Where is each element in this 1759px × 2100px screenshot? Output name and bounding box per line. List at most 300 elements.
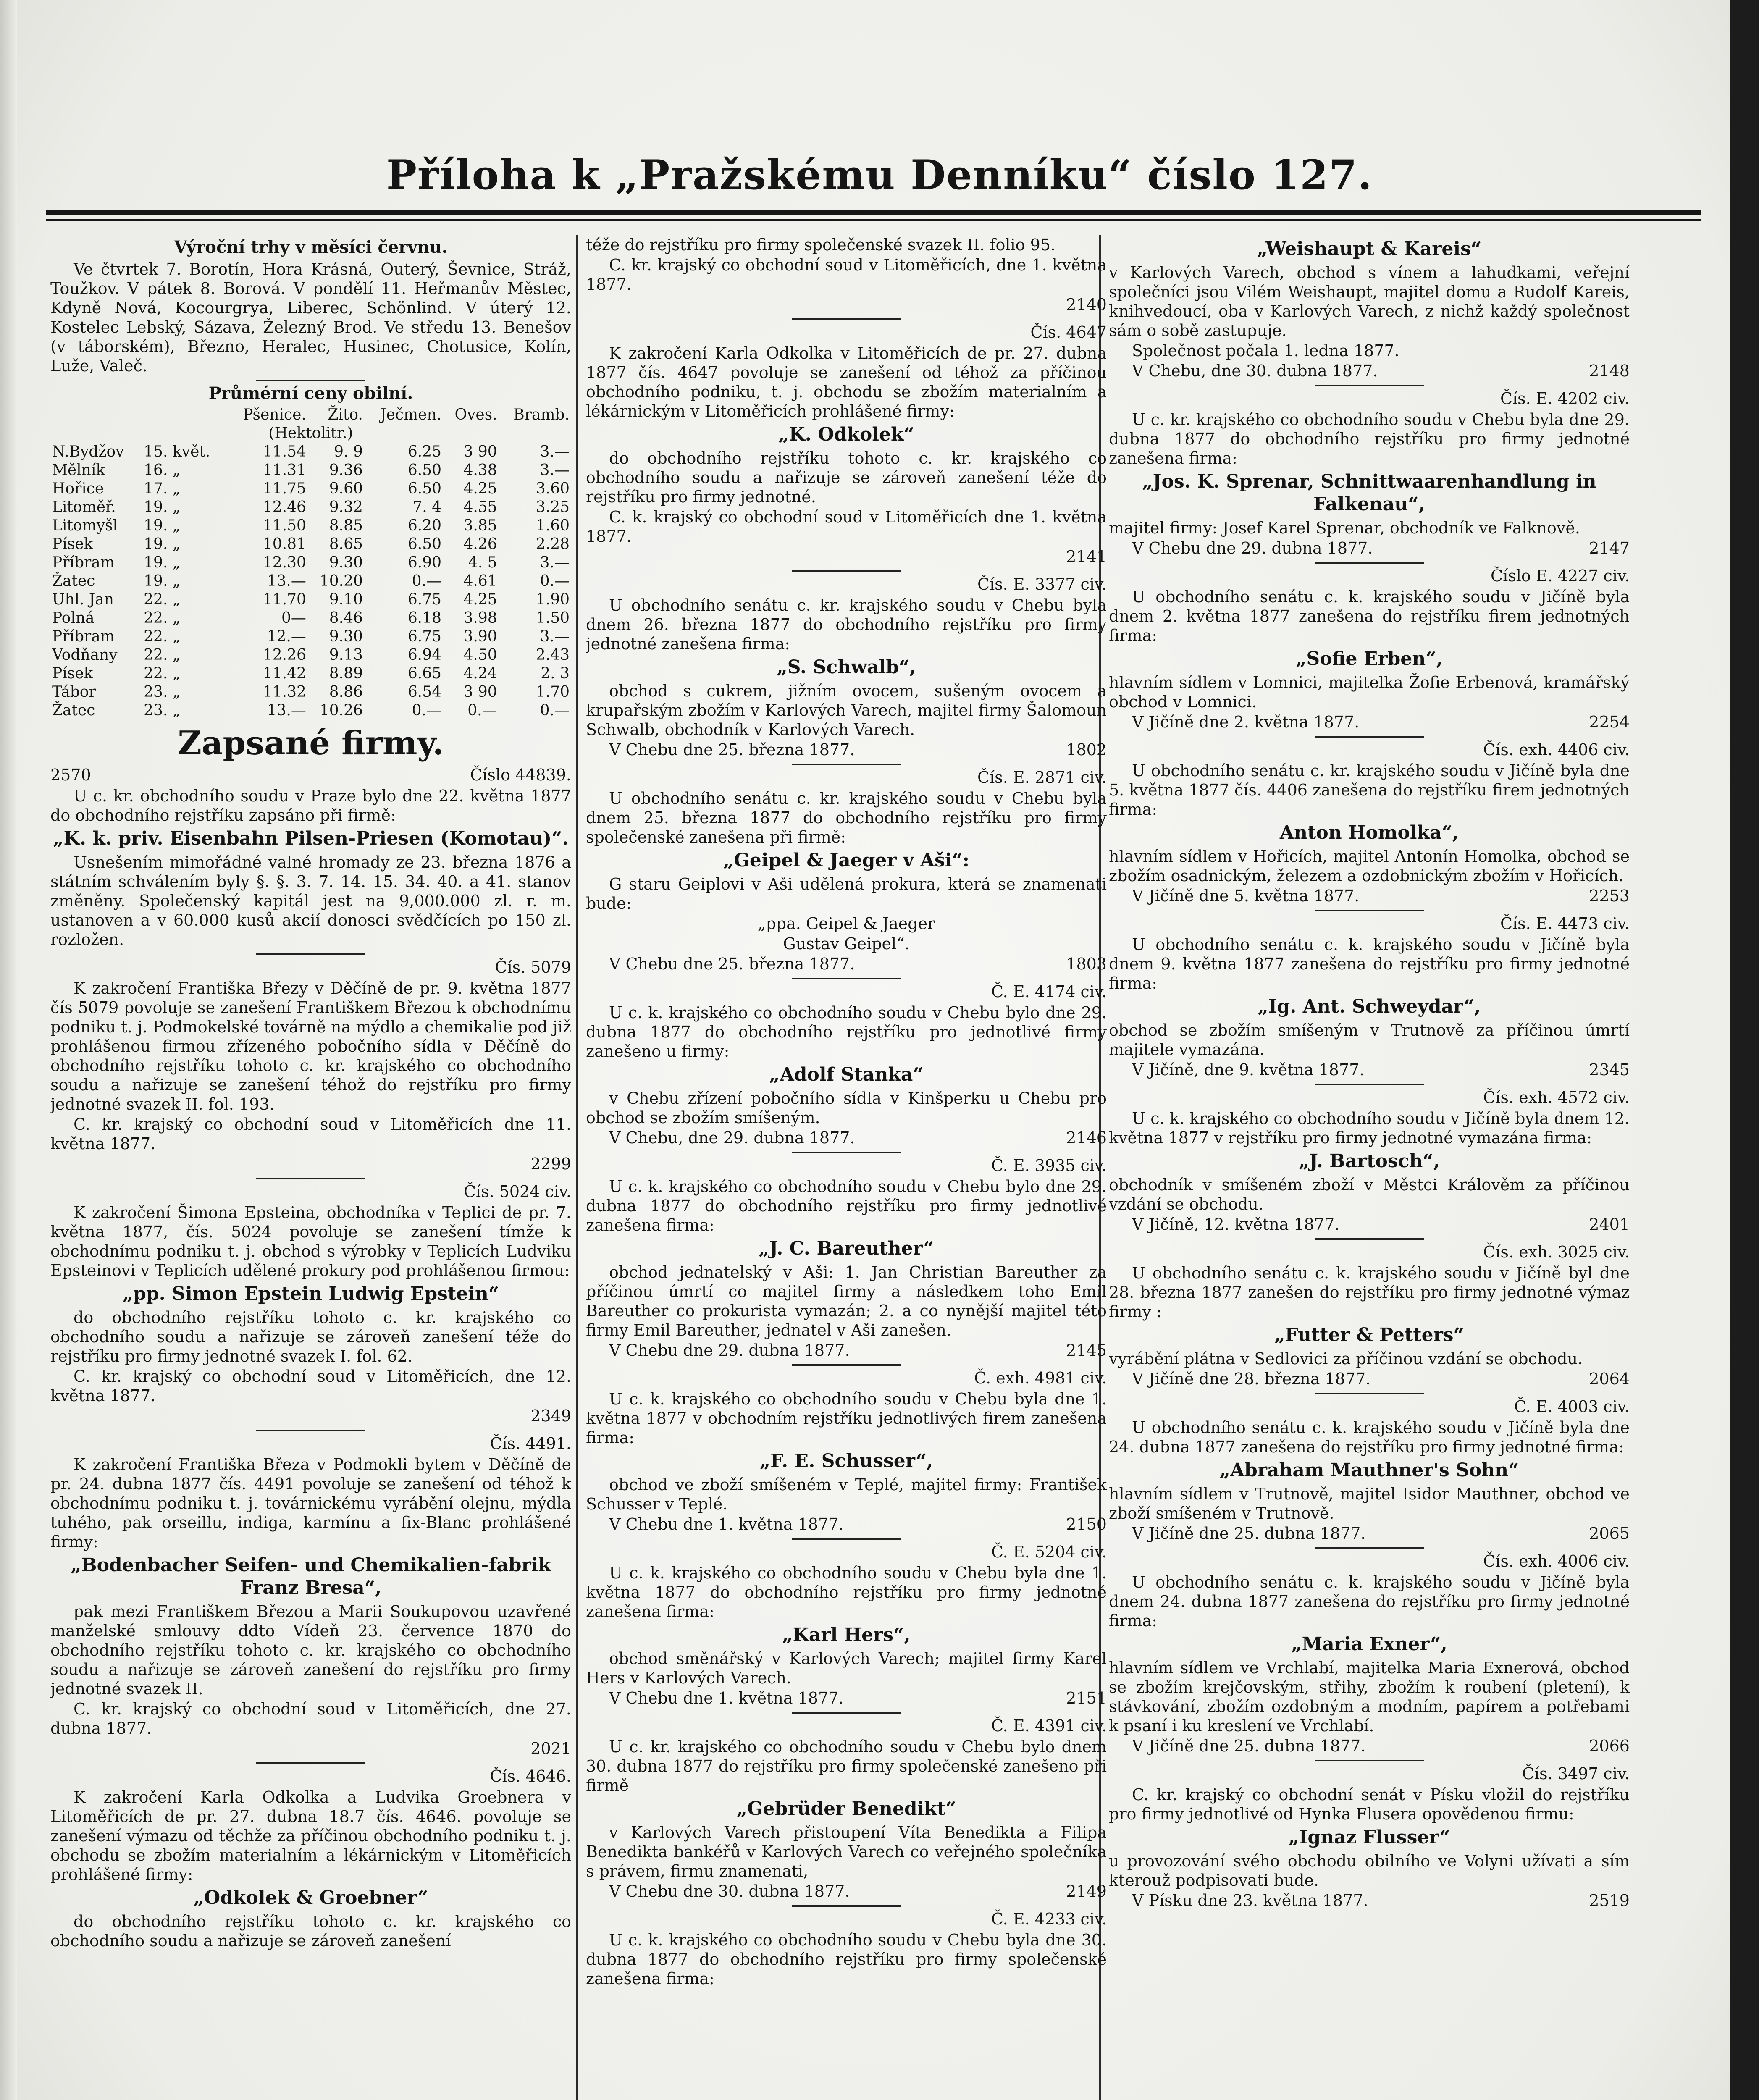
entry-ref-number: 2299: [530, 1155, 571, 1173]
entry-text: v Karlových Varech, obchod s vínem a lahudkami, veřejní společníci jsou Vilém Weishaupt, majitel domu a Rudolf Kareis, knihvedoucí, oba v Karlových Varech, z nichž každý společnost sám o sobě zastupuje.: [1109, 263, 1630, 340]
table-cell: 0.—: [412, 572, 442, 590]
firm-name: „K. k. priv. Eisenbahn Pilsen-Priesen (Komotau)“.: [53, 828, 569, 849]
entry-number: Čís. E. 4473 civ.: [1500, 914, 1630, 933]
entry-ref-number: 2519: [1589, 1891, 1630, 1910]
table-cell: 15. květ.: [144, 443, 210, 460]
entry-ref-number: 2021: [530, 1739, 571, 1758]
separator: [792, 1712, 901, 1714]
entry-text: U obchodního senátu c. k. krajského soudu v Jičíně byla dnem 2. května 1877 zanešena do rejstříku firem jednotných firma:: [1109, 588, 1630, 645]
entry-text: obchodník v smíšeném zboží v Městci Králověm za příčinou vzdání se obchodu.: [1109, 1176, 1630, 1213]
entry-signature-row: [1109, 538, 1630, 558]
table-header-cell: Oves.: [454, 406, 497, 423]
table-cell: 11.75: [263, 480, 306, 497]
entry-signature: V Chebu dne 1. května 1877.: [609, 1515, 844, 1533]
entry-number: Číslo E. 4227 civ.: [1491, 567, 1630, 585]
table-cell: 0—: [281, 609, 306, 627]
entry-signature-row: [1109, 886, 1630, 906]
table-row: [50, 554, 571, 572]
table-cell: 23. „: [144, 702, 181, 719]
table-cell: 9.60: [329, 480, 363, 497]
entry-text: U obchodního senátu c. kr. krajského soudu v Chebu byla dnem 25. března 1877 do obchodního rejstříku pro firmy společenské zanešena při firmě:: [586, 789, 1107, 846]
separator: [256, 1762, 365, 1764]
entry-signature-row: [1109, 1215, 1630, 1234]
entry-text: vyrábění plátna v Sedlovici za příčinou vzdání se obchodu.: [1109, 1349, 1583, 1368]
entry-signature: V Chebu dne 29. dubna 1877.: [1132, 539, 1373, 557]
grain-prices-header-row: [50, 406, 571, 424]
entry-text: pak mezi Františkem Březou a Marii Soukupovou uzavřené manželské smlouvy ddto Vídeň 23. července 1870 do obchodního rejstříku tohoto c. kr. krajského co obchodního soudu a nařizuje se zároveň zanešení do rejstříku pro firmy jednotné svazek II.: [50, 1602, 571, 1698]
table-cell: 3.85: [463, 517, 497, 534]
entry-text: U obchodního senátu c. k. krajského soudu v Jičíně byla dnem 24. dubna 1877 zanešena do rejstříku pro firmy jednotné firma:: [1109, 1573, 1630, 1630]
table-cell: 0.—: [412, 702, 442, 719]
firm-name: „Karl Hers“,: [782, 1624, 911, 1646]
table-cell: 19. „: [144, 536, 181, 553]
masthead-title: Příloha k „Pražskému Denníku“ číslo 127.: [386, 151, 1373, 199]
entry-text: U c. k. krajského co obchodního soudu v Jičíně byla dnem 12. května 1877 v rejstříku pro firmy jednotné vymazána firma:: [1109, 1109, 1630, 1147]
firm-name: „J. C. Bareuther“: [759, 1238, 934, 1259]
entry-signature-row: [1109, 361, 1630, 381]
table-cell: 3.60: [536, 480, 570, 497]
entry-text: K zakročení Karla Odkolka v Litoměřicích de pr. 27. dubna 1877 čís. 4647 povoluje se zanešení od téhož za příčinou obchodního podniku, t. j. obchodu se zbožím materialním a lékárnickým v Litoměřicích prohlášené firmy:: [586, 344, 1107, 420]
firm-name: „Weishaupt & Kareis“: [1257, 238, 1482, 260]
table-header-cell: Ječmen.: [380, 406, 442, 423]
entry-text: u provozování svého obchodu obilního ve Volyni užívati a sím kterouž podpisovati bude.: [1109, 1852, 1630, 1890]
entry-ref-number: 2149: [1066, 1882, 1107, 1900]
entry-number: Č. E. 4233 civ.: [991, 1910, 1107, 1928]
table-cell: 12.—: [267, 628, 306, 645]
separator: [256, 380, 365, 381]
table-cell: 9.30: [329, 554, 363, 571]
table-cell: 1.70: [536, 683, 570, 701]
table-row: [50, 572, 571, 591]
prokura-signature: „ppa. Geipel & Jaeger: [757, 914, 935, 933]
table-cell: 1.50: [536, 609, 570, 627]
table-cell: 3.—: [540, 554, 570, 571]
grain-prices-body: [50, 443, 571, 720]
table-cell: 10.26: [319, 702, 363, 719]
entry-text: K zakročení Šimona Epsteina, obchodníka v Teplici de pr. 7. května 1877, čís. 5024 povoluje se zanešení tímže k obchodnímu podniku t. j. obchod s výrobky v Teplicích Ludviku Epsteinovi v Teplicích udělené prokury pod prohlášenou firmou:: [50, 1203, 571, 1280]
entry-signature-row: [1109, 712, 1630, 732]
table-row: [50, 683, 571, 701]
table-row: [50, 443, 571, 461]
entry-ref-number: 2253: [1589, 887, 1630, 905]
entry-text: obchod ve zboží smíšeném v Teplé, majitel firmy: František Schusser v Teplé.: [586, 1475, 1107, 1513]
table-cell: Hořice: [52, 480, 104, 497]
entry-signature: C. kr. krajský co obchodní soud v Litoměřicích, dne 1. května 1877.: [586, 256, 1107, 294]
entry-signature: V Písku dne 23. května 1877.: [1132, 1891, 1368, 1910]
entry-number: Č. E. 4003 civ.: [1514, 1397, 1630, 1416]
entry-text: majitel firmy: Josef Karel Sprenar, obchodník ve Falknově.: [1109, 519, 1580, 537]
entry-text: téže do rejstříku pro firmy společenské svazek II. folio 95.: [586, 236, 1056, 254]
firm-name: „pp. Simon Epstein Ludwig Epstein“: [122, 1283, 499, 1305]
table-cell: 4.55: [463, 499, 497, 516]
entry-number: Č. E. 4391 civ.: [991, 1717, 1107, 1735]
entry-text: Usnešením mimořádné valné hromady ze 23. března 1876 a státním schválením byly §. §. 3. 7. 14. 15. 34. 40. a 41. stanov změněny. Společenský kapitál jest na 9,000.000 zl. r. m. ustanoven a v 60.000 kusů akcií donosci svědčících po 150 zl. rozložen.: [50, 853, 571, 949]
entry-signature-row: [586, 1341, 1107, 1360]
table-cell: 4.25: [463, 591, 497, 608]
entry-text: U obchodního senátu c. kr. krajského soudu v Jičíně byla dne 5. května 1877 čís. 4406 zanešena do rejstříku firem jednotných firma:: [1109, 761, 1630, 819]
entry-signature: V Jičíně dne 5. května 1877.: [1132, 887, 1360, 905]
entry-text: U obchodního senátu c. k. krajského soudu v Jičíně byla dne 24. dubna 1877 zanešena do rejstříku pro firmy jednotné firma:: [1109, 1418, 1630, 1456]
entry-ref-number: 2146: [1066, 1129, 1107, 1147]
entry-ref-number: 2150: [1066, 1515, 1107, 1533]
masthead-rule-thin: [46, 219, 1701, 221]
table-cell: Uhl. Jan: [52, 591, 114, 608]
table-cell: 4.24: [463, 665, 497, 682]
entry-ref-number: 2145: [1066, 1341, 1107, 1360]
table-row: [50, 609, 571, 627]
table-cell: 11.70: [263, 591, 306, 608]
table-cell: 8.89: [329, 665, 363, 682]
table-cell: 6.50: [407, 462, 442, 479]
table-cell: 4.25: [463, 480, 497, 497]
entry-ref-number: 2065: [1589, 1524, 1630, 1543]
separator: [1315, 1084, 1424, 1085]
entry-signature: V Chebu, dne 29. dubna 1877.: [609, 1129, 855, 1147]
separator: [1315, 1393, 1424, 1394]
separator: [792, 1364, 901, 1366]
entry-text: U obchodního senátu c. kr. krajského soudu v Chebu byla dnem 26. března 1877 do obchodního rejstříku pro firmy jednotné zanešena firma:: [586, 596, 1107, 653]
table-cell: 3.98: [463, 609, 497, 627]
entry-marker: 2570: [50, 766, 91, 784]
table-cell: Polná: [52, 609, 95, 627]
table-cell: 6.50: [407, 536, 442, 553]
table-cell: Tábor: [52, 683, 96, 701]
entry-signature-row: [586, 1688, 1107, 1708]
entry-signature: C. k. krajský co obchodní soud v Litoměřicích dne 1. května 1877.: [586, 508, 1107, 546]
table-row: [50, 480, 571, 498]
table-cell: 0.—: [540, 702, 570, 719]
column-divider: [576, 235, 578, 2100]
separator: [792, 570, 901, 572]
table-cell: 6.94: [407, 646, 442, 664]
separator: [1315, 910, 1424, 911]
firm-name: „Adolf Stanka“: [769, 1064, 924, 1085]
entry-text: U obchodního senátu c. k. krajského soudu v Jičíně byl dne 28. března 1877 zanešen do rejstříku pro firmy jednotné výmaz firmy :: [1109, 1264, 1630, 1321]
entry-signature: V Jičíně dne 28. března 1877.: [1132, 1370, 1371, 1388]
scan-left-edge: [0, 0, 17, 2100]
table-cell: 3.25: [536, 499, 570, 516]
table-cell: 8.85: [329, 517, 363, 534]
table-cell: Žatec: [52, 572, 95, 590]
separator: [256, 953, 365, 955]
entry-text: U c. k. krajského co obchodního soudu v Chebu bylo dne 29. dubna 1877 do obchodního rejstříku pro jednotlivé firmy zanešeno u firmy:: [586, 1003, 1107, 1060]
table-row: [50, 591, 571, 609]
table-cell: 4.61: [463, 572, 497, 590]
table-cell: 10.20: [319, 572, 363, 590]
entry-number: Čís. 4647: [1030, 323, 1107, 341]
table-cell: 4.38: [463, 462, 497, 479]
table-cell: 22. „: [144, 646, 181, 664]
firm-name: „Abraham Mauthner's Sohn“: [1219, 1460, 1519, 1481]
entry-number: Čís. exh. 4006 civ.: [1483, 1552, 1630, 1570]
table-cell: 22. „: [144, 591, 181, 608]
entry-signature: C. kr. krajský co obchodní soud v Litoměřicích, dne 12. května 1877.: [50, 1367, 571, 1405]
table-cell: 3 90: [463, 443, 497, 460]
entry-signature-row: [586, 740, 1107, 759]
entry-text: obchod směnářský v Karlových Varech; majitel firmy Karel Hers v Karlových Varech.: [586, 1649, 1107, 1687]
firm-name: „Futter & Petters“: [1274, 1324, 1464, 1346]
entry-signature-row: [586, 954, 1107, 974]
firm-name: „Jos. K. Sprenar, Schnittwaarenhandlung in Falkenau“,: [1142, 471, 1596, 515]
table-cell: 11.31: [263, 462, 306, 479]
firm-name: „Geipel & Jaeger v Aši“:: [723, 850, 970, 871]
table-cell: 3.90: [463, 628, 497, 645]
table-cell: Litomyšl: [52, 517, 118, 534]
entry-text: hlavním sídlem v Lomnici, majitelka Žofie Erbenová, kramářský obchod v Lomnici.: [1109, 673, 1630, 711]
entry-text: do obchodního rejstříku tohoto c. kr. krajského co obchodního soudu a nařizuje se zároveň zanešení: [50, 1912, 571, 1950]
entry-signature: V Chebu, dne 30. dubna 1877.: [1132, 362, 1378, 380]
firm-name: „F. E. Schusser“,: [759, 1450, 933, 1472]
entry-ref-number: 2141: [1066, 547, 1107, 566]
entry-signature: V Chebu dne 25. března 1877.: [609, 955, 855, 973]
entry-ref-number: 1802: [1066, 740, 1107, 759]
entry-number: Čís. E. 3377 civ.: [977, 575, 1107, 593]
table-cell: Písek: [52, 536, 93, 553]
masthead-rule: [46, 210, 1701, 215]
entry-text: obchod s cukrem, jižním ovocem, sušeným ovocem a krupařským zbožím v Karlových Varech, majitel firmy Šalomoun Schwalb, obchodník v Karlových Varech.: [586, 682, 1107, 739]
table-cell: 1.90: [536, 591, 570, 608]
prices-heading: Průmérní ceny obilní.: [208, 383, 413, 403]
table-row: [50, 498, 571, 517]
entry-text: K zakročení Františka Březa v Podmokli bytem v Děčíně de pr. 24. dubna 1877 čís. 4491 povoluje se zanešení od téhož k obchodnímu podniku t. j. továrnickému vyrábění olejnu, mýdla tuhého, pak orseillu, indiga, karmínu a fix-Blanc prohlášené firmy:: [50, 1455, 571, 1551]
entry-signature: C. kr. krajský co obchodní soud v Litoměřicích, dne 27. dubna 1877.: [50, 1700, 571, 1738]
table-header-cell: [50, 406, 142, 424]
entry-ref-number: 2148: [1589, 362, 1630, 380]
table-cell: 7. 4: [412, 499, 442, 516]
entry-text: U obchodního senátu c. k. krajského soudu v Jičíně byla dnem 9. května 1877 zanešena do rejstříku pro firmy jednotné firma:: [1109, 935, 1630, 992]
separator: [1315, 1547, 1424, 1549]
table-cell: 11.42: [263, 665, 306, 682]
table-cell: 9. 9: [334, 443, 363, 460]
separator: [256, 1178, 365, 1179]
entry-text: obchod se zbožím smíšeným v Trutnově za příčinou úmrtí majitele vymazána.: [1109, 1021, 1630, 1059]
entry-number-row: [50, 765, 571, 785]
firm-name: „Ig. Ant. Schweydar“,: [1258, 996, 1481, 1017]
separator: [1315, 736, 1424, 738]
entry-signature-row: [586, 1882, 1107, 1901]
table-row: [50, 461, 571, 480]
table-cell: Žatec: [52, 702, 95, 719]
separator: [792, 978, 901, 979]
entry-ref-number: 2345: [1589, 1060, 1630, 1079]
table-row: [50, 646, 571, 664]
table-cell: 6.25: [407, 443, 442, 460]
entry-number: Čís. 4491.: [490, 1434, 571, 1453]
entry-text: v Chebu zřízení pobočního sídla v Kinšperku u Chebu pro obchod se zbožím smíšeným.: [586, 1089, 1107, 1127]
table-header-cell: Žito.: [328, 406, 363, 423]
table-cell: 4.26: [463, 536, 497, 553]
entry-signature: C. kr. krajský co obchodní soud v Litoměřicích dne 11. května 1877.: [50, 1115, 571, 1153]
table-cell: 2.28: [536, 536, 570, 553]
table-cell: 6.75: [407, 591, 442, 608]
entry-signature: V Jičíně, dne 9. května 1877.: [1132, 1060, 1365, 1079]
entry-text: K zakročení Karla Odkolka a Ludvika Groebnera v Litoměřicích de pr. 27. dubna 18.7 čís. 4646. povoluje se zanešení výmazu od těchže za příčinou obchodního podniku t. j. obchodu se zbožím materialním a lékárnickým v Litoměřicích prohlášené firmy:: [50, 1788, 571, 1884]
table-cell: N.Bydžov: [52, 443, 124, 460]
table-cell: 8.86: [329, 683, 363, 701]
table-row: [50, 664, 571, 683]
entry-signature-row: [1109, 1060, 1630, 1079]
table-cell: 11.32: [263, 683, 306, 701]
table-cell: Mělník: [52, 462, 105, 479]
table-cell: 12.46: [263, 499, 306, 516]
entry-number: Čís. 5079: [495, 958, 571, 976]
fairs-text: Ve čtvrtek 7. Borotín, Hora Krásná, Outerý, Ševnice, Stráž, Toužkov. V pátek 8. Borová. V pondělí 11. Heřmanův Městec, Kdyně Nová, Kocourgrya, Liberec, Schönlind. V úterý 12. Kostelec Lebský, Sázava, Železný Brod. Ve středu 13. Benešov (v táborském), Březno, Heralec, Husinec, Chotusice, Kolín, Luže, Valeč.: [50, 260, 571, 375]
entry-ref-number: 2147: [1589, 539, 1630, 557]
table-cell: 0.—: [540, 572, 570, 590]
entry-number: Č. exh. 4981 civ.: [974, 1369, 1107, 1387]
table-cell: 17. „: [144, 480, 181, 497]
table-cell: Litoměř.: [52, 499, 116, 516]
entry-text: hlavním sídlem v Hořicích, majitel Antonín Homolka, obchod se zbožím osadnickým, železem a ozdobnickým zbožím v Hořicích.: [1109, 847, 1630, 885]
entry-ref-number: 2140: [1066, 295, 1107, 314]
separator: [1315, 562, 1424, 564]
table-row: [50, 535, 571, 554]
table-cell: 12.30: [263, 554, 306, 571]
table-cell: 11.50: [263, 517, 306, 534]
table-cell: 8.65: [329, 536, 363, 553]
entry-signature: V Jičíně dne 25. dubna 1877.: [1132, 1737, 1366, 1755]
section-heading-registered-firms: Zapsané firmy.: [178, 724, 444, 762]
entry-text: U c. kr. krajského co obchodního soudu v Chebu byla dne 29. dubna 1877 do obchodního rejstříku pro firmy jednotné zanešena firma:: [1109, 410, 1630, 467]
entry-number: Čís. E. 4202 civ.: [1500, 389, 1630, 408]
table-header-cell: Bramb.: [513, 406, 570, 423]
scan-right-edge: [1730, 0, 1759, 2100]
table-cell: 9.10: [329, 591, 363, 608]
firm-name: „S. Schwalb“,: [777, 656, 916, 678]
entry-signature-row: [1109, 1524, 1630, 1543]
table-cell: 22. „: [144, 628, 181, 645]
table-row: [50, 517, 571, 535]
entry-ref-number: 2066: [1589, 1737, 1630, 1755]
table-cell: 6.90: [407, 554, 442, 571]
table-cell: 0.—: [467, 702, 497, 719]
table-unit: (Hektolitr.): [268, 425, 353, 442]
entry-text: do obchodního rejstříku tohoto c. kr. krajského co obchodního soudu a nařizuje se zároveň zanešení téže do rejstříku pro firmy jednotné svazek I. fol. 62.: [50, 1308, 571, 1365]
table-cell: 6.65: [407, 665, 442, 682]
table-cell: 10.81: [263, 536, 306, 553]
entry-text: v Karlových Varech přistoupení Víta Benedikta a Filipa Benedikta bankéřů v Karlových Varech co veřejného společníka s právem, firmu znamenati,: [586, 1823, 1107, 1880]
table-cell: Vodňany: [52, 646, 118, 664]
entry-text: U c. k. krajského co obchodního soudu v Chebu bylo dne 29. dubna 1877 do obchodního rejstříku pro firmy jednotlivé zanešena firma:: [586, 1177, 1107, 1234]
entry-signature: V Jičíně dne 2. května 1877.: [1132, 713, 1360, 731]
firm-name: „Sofie Erben“,: [1296, 648, 1443, 669]
firm-name: „Gebrüder Benedikt“: [736, 1798, 956, 1819]
separator: [792, 1905, 901, 1907]
table-row: [50, 627, 571, 646]
table-cell: Příbram: [52, 628, 115, 645]
entry-text: do obchodního rejstříku tohoto c. kr. krajského co obchodního soudu a nařizuje se zároveň zanešení téže do rejstříku pro firmy jednotné.: [586, 449, 1107, 506]
table-cell: 3.—: [540, 462, 570, 479]
table-cell: 3.—: [540, 628, 570, 645]
firm-name: „J. Bartosch“,: [1298, 1150, 1440, 1172]
table-cell: 16. „: [144, 462, 181, 479]
entry-signature: V Chebu dne 1. května 1877.: [609, 1689, 844, 1707]
table-cell: 1.60: [536, 517, 570, 534]
firm-name: „Odkolek & Groebner“: [193, 1887, 428, 1908]
entry-signature: V Chebu dne 30. dubna 1877.: [609, 1882, 850, 1900]
separator: [1315, 1238, 1424, 1240]
entry-text: U c. kr. krajského co obchodního soudu v Chebu bylo dnem 30. dubna 1877 do rejstříku pro firmy společenské zanešeno při firmě: [586, 1738, 1107, 1795]
entry-text: C. kr. krajský co obchodní senát v Písku vložil do rejstříku pro firmy jednotlivé od Hynka Flusera opovědenou firmu:: [1109, 1785, 1630, 1823]
table-cell: Písek: [52, 665, 93, 682]
separator: [792, 1538, 901, 1540]
entry-number: Čís. 4646.: [490, 1767, 571, 1785]
table-cell: 9.13: [329, 646, 363, 664]
table-cell: 6.75: [407, 628, 442, 645]
table-cell: 9.30: [329, 628, 363, 645]
entry-signature: V Chebu dne 25. března 1877.: [609, 740, 855, 759]
table-cell: 6.20: [407, 517, 442, 534]
entry-number: Čís. E. 2871 civ.: [977, 768, 1107, 787]
entry-signature: V Chebu dne 29. dubna 1877.: [609, 1341, 850, 1360]
table-cell: 11.54: [263, 443, 306, 460]
column-3: [1109, 235, 1630, 2100]
separator: [256, 1430, 365, 1431]
table-cell: 9.32: [329, 499, 363, 516]
entry-number: Číslo 44839.: [470, 766, 571, 784]
entry-text: U c. kr. obchodního soudu v Praze bylo dne 22. května 1877 do obchodního rejstříku zapsáno při firmě:: [50, 787, 571, 824]
table-cell: 8.46: [329, 609, 363, 627]
entry-text: U c. k. krajského co obchodního soudu v Chebu byla dne 1. května 1877 do obchodního rejstříku pro firmy jednotné zanešena firma:: [586, 1564, 1107, 1621]
table-header-cell: Pšenice.: [243, 406, 306, 423]
entry-signature: V Jičíně dne 25. dubna 1877.: [1132, 1524, 1366, 1543]
entry-text: hlavním sídlem v Trutnově, majitel Isidor Mauthner, obchod ve zboží smíšeném v Trutnově.: [1109, 1485, 1630, 1522]
table-cell: 6.50: [407, 480, 442, 497]
entry-ref-number: 2349: [530, 1407, 571, 1425]
entry-number: Čís. exh. 4572 civ.: [1483, 1088, 1630, 1107]
fairs-heading: Výroční trhy v měsíci červnu.: [174, 237, 448, 257]
firm-name: „Bodenbacher Seifen- und Chemikalien-fabrik Franz Bresa“,: [71, 1554, 551, 1599]
entry-number: Čís. 3497 civ.: [1522, 1764, 1630, 1783]
entry-text: U c. k. krajského co obchodního soudu v Chebu byla dne 30. dubna 1877 do obchodního rejstříku pro firmy společenské zanešena firma:: [586, 1931, 1107, 1988]
entry-number: Č. E. 3935 civ.: [991, 1156, 1107, 1175]
entry-number: Čís. exh. 3025 civ.: [1483, 1243, 1630, 1261]
table-row: [50, 701, 571, 720]
entry-text: Společnost počala 1. ledna 1877.: [1132, 341, 1399, 360]
column-1: [50, 235, 571, 2100]
entry-signature-row: [1109, 1891, 1630, 1910]
entry-number: Č. E. 5204 civ.: [991, 1543, 1107, 1561]
firm-name: „K. Odkolek“: [778, 424, 914, 445]
entry-ref-number: 2064: [1589, 1370, 1630, 1388]
entry-signature-row: [586, 1128, 1107, 1147]
table-cell: 13.—: [267, 702, 306, 719]
entry-text: G staru Geiplovi v Aši udělená prokura, která se znamenati bude:: [586, 875, 1107, 913]
grain-prices-table: [50, 406, 571, 720]
entry-ref-number: 1803: [1066, 955, 1107, 973]
entry-number: Čís. 5024 civ.: [463, 1182, 571, 1201]
table-cell: 22. „: [144, 609, 181, 627]
separator: [792, 764, 901, 765]
table-cell: 4. 5: [468, 554, 497, 571]
entry-text: hlavním sídlem ve Vrchlabí, majitelka Maria Exnerová, obchod se zbožím krejčovským, střihy, zbožím k roubení (pletení), k stávkování, zbožím ozdobným a modním, papírem a potřebami k psaní i ku kreslení ve Vrchlabí.: [1109, 1659, 1630, 1735]
entry-ref-number: 2151: [1066, 1689, 1107, 1707]
separator: [792, 1152, 901, 1153]
table-cell: Příbram: [52, 554, 115, 571]
entry-ref-number: 2254: [1589, 713, 1630, 731]
separator: [1315, 385, 1424, 386]
firm-name: „Ignaz Flusser“: [1288, 1827, 1450, 1848]
table-cell: 2.43: [536, 646, 570, 664]
table-cell: 13.—: [267, 572, 306, 590]
prokura-signature: Gustav Geipel“.: [783, 934, 910, 953]
separator: [792, 318, 901, 320]
table-cell: 2. 3: [541, 665, 570, 682]
firm-name: Anton Homolka“,: [1279, 822, 1459, 843]
entry-signature-row: [1109, 1369, 1630, 1389]
entry-signature-row: [1109, 1736, 1630, 1756]
entry-text: obchod jednatelský v Aši: 1. Jan Christian Bareuther za příčinou úmrtí co majitel firmy a následkem toho Emil Bareuther co prokurista vymazán; 2. a co nynější majitel této firmy Emil Bareuther, jednatel v Aši zanešen.: [586, 1263, 1107, 1339]
